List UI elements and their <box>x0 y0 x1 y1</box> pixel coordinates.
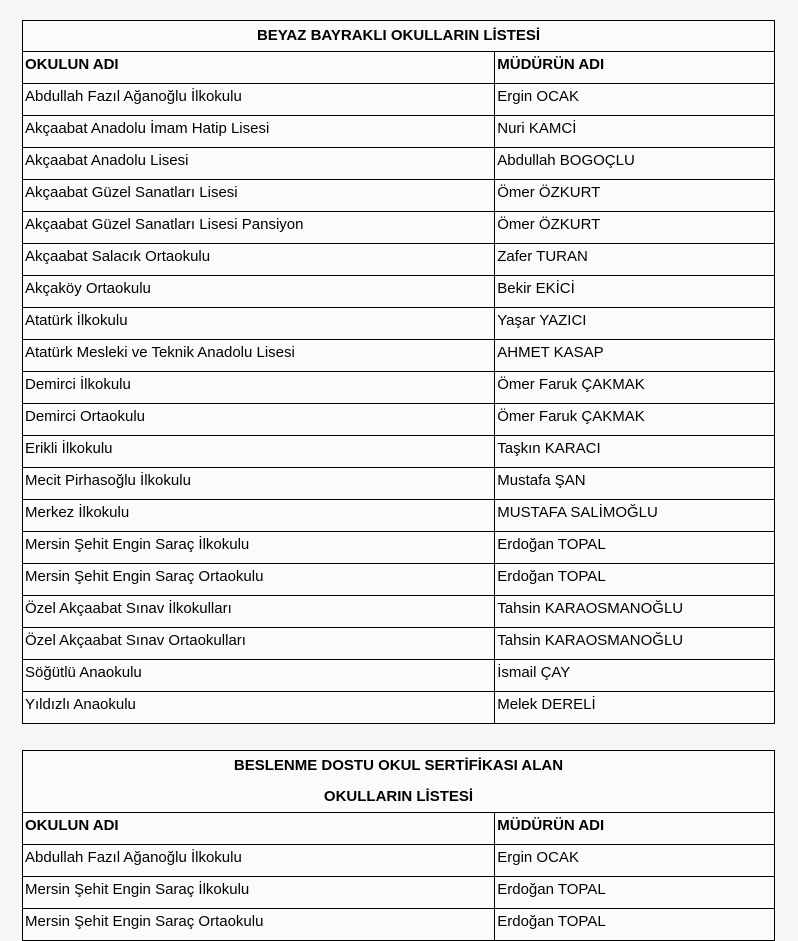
table-row <box>23 660 775 692</box>
school-name-cell: Abdullah Fazıl Ağanoğlu İlkokulu <box>23 84 495 116</box>
column-header-principal-name: MÜDÜRÜN ADI <box>495 813 775 845</box>
school-name-cell: Mersin Şehit Engin Saraç Ortaokulu <box>23 564 495 596</box>
table-title-row <box>23 21 775 52</box>
school-name-cell: Akçaabat Anadolu İmam Hatip Lisesi <box>23 116 495 148</box>
table-body <box>23 84 775 724</box>
table-title-text-line-1: BESLENME DOSTU OKUL SERTİFİKASI ALAN <box>233 757 564 774</box>
table-title <box>23 751 775 813</box>
school-name-cell: Atatürk İlkokulu <box>23 308 495 340</box>
table-title-text-line-2: OKULLARIN LİSTESİ <box>323 788 474 805</box>
principal-name-cell: AHMET KASAP <box>495 340 775 372</box>
school-name-cell: Abdullah Fazıl Ağanoğlu İlkokulu <box>23 845 495 877</box>
principal-name-cell: İsmail ÇAY <box>495 660 775 692</box>
column-header-school-name: OKULUN ADI <box>23 52 495 84</box>
table-title <box>23 21 775 52</box>
school-name-cell: Merkez İlkokulu <box>23 500 495 532</box>
principal-name-cell: Erdoğan TOPAL <box>495 564 775 596</box>
principal-name-cell: Bekir EKİCİ <box>495 276 775 308</box>
table-row <box>23 564 775 596</box>
principal-name-cell: Yaşar YAZICI <box>495 308 775 340</box>
principal-name-cell: Ömer ÖZKURT <box>495 212 775 244</box>
table-row <box>23 372 775 404</box>
principal-name-cell: Abdullah BOGOÇLU <box>495 148 775 180</box>
table-row <box>23 500 775 532</box>
principal-name-cell: Erdoğan TOPAL <box>495 909 775 941</box>
principal-name-cell: Ergin OCAK <box>495 84 775 116</box>
principal-name-cell: Zafer TURAN <box>495 244 775 276</box>
table-title-text: BEYAZ BAYRAKLI OKULLARIN LİSTESİ <box>256 27 541 44</box>
table-row <box>23 692 775 724</box>
table-row <box>23 845 775 877</box>
table-row <box>23 116 775 148</box>
school-name-cell: Demirci İlkokulu <box>23 372 495 404</box>
principal-name-cell: Ömer ÖZKURT <box>495 180 775 212</box>
white-flag-schools-table <box>22 20 775 724</box>
table-row <box>23 212 775 244</box>
principal-name-cell: MUSTAFA SALİMOĞLU <box>495 500 775 532</box>
column-header-principal-name: MÜDÜRÜN ADI <box>495 52 775 84</box>
table-row <box>23 340 775 372</box>
school-name-cell: Mersin Şehit Engin Saraç İlkokulu <box>23 532 495 564</box>
school-name-cell: Atatürk Mesleki ve Teknik Anadolu Lisesi <box>23 340 495 372</box>
school-name-cell: Erikli İlkokulu <box>23 436 495 468</box>
principal-name-cell: Ergin OCAK <box>495 845 775 877</box>
school-name-cell: Demirci Ortaokulu <box>23 404 495 436</box>
table-title-row <box>23 751 775 813</box>
table-row <box>23 276 775 308</box>
principal-name-cell: Taşkın KARACI <box>495 436 775 468</box>
table-row <box>23 532 775 564</box>
table-row <box>23 180 775 212</box>
table-row <box>23 244 775 276</box>
school-name-cell: Akçaköy Ortaokulu <box>23 276 495 308</box>
table-row <box>23 84 775 116</box>
column-header-school-name: OKULUN ADI <box>23 813 495 845</box>
school-name-cell: Söğütlü Anaokulu <box>23 660 495 692</box>
principal-name-cell: Melek DERELİ <box>495 692 775 724</box>
school-name-cell: Özel Akçaabat Sınav İlkokulları <box>23 596 495 628</box>
table-row <box>23 436 775 468</box>
table-row <box>23 404 775 436</box>
school-name-cell: Mersin Şehit Engin Saraç İlkokulu <box>23 877 495 909</box>
school-name-cell: Akçaabat Güzel Sanatları Lisesi Pansiyon <box>23 212 495 244</box>
column-header-row <box>23 813 775 845</box>
school-name-cell: Yıldızlı Anaokulu <box>23 692 495 724</box>
school-name-cell: Akçaabat Güzel Sanatları Lisesi <box>23 180 495 212</box>
school-name-cell: Mecit Pirhasoğlu İlkokulu <box>23 468 495 500</box>
nutrition-friendly-schools-table <box>22 750 775 941</box>
principal-name-cell: Erdoğan TOPAL <box>495 877 775 909</box>
principal-name-cell: Ömer Faruk ÇAKMAK <box>495 404 775 436</box>
table-row <box>23 308 775 340</box>
table-row <box>23 596 775 628</box>
principal-name-cell: Ömer Faruk ÇAKMAK <box>495 372 775 404</box>
principal-name-cell: Tahsin KARAOSMANOĞLU <box>495 596 775 628</box>
principal-name-cell: Mustafa ŞAN <box>495 468 775 500</box>
school-name-cell: Özel Akçaabat Sınav Ortaokulları <box>23 628 495 660</box>
principal-name-cell: Erdoğan TOPAL <box>495 532 775 564</box>
table-body <box>23 845 775 941</box>
table-row <box>23 628 775 660</box>
table-row <box>23 148 775 180</box>
table-row <box>23 468 775 500</box>
principal-name-cell: Tahsin KARAOSMANOĞLU <box>495 628 775 660</box>
column-header-row <box>23 52 775 84</box>
school-name-cell: Akçaabat Salacık Ortaokulu <box>23 244 495 276</box>
principal-name-cell: Nuri KAMCİ <box>495 116 775 148</box>
school-name-cell: Mersin Şehit Engin Saraç Ortaokulu <box>23 909 495 941</box>
school-name-cell: Akçaabat Anadolu Lisesi <box>23 148 495 180</box>
table-row <box>23 877 775 909</box>
